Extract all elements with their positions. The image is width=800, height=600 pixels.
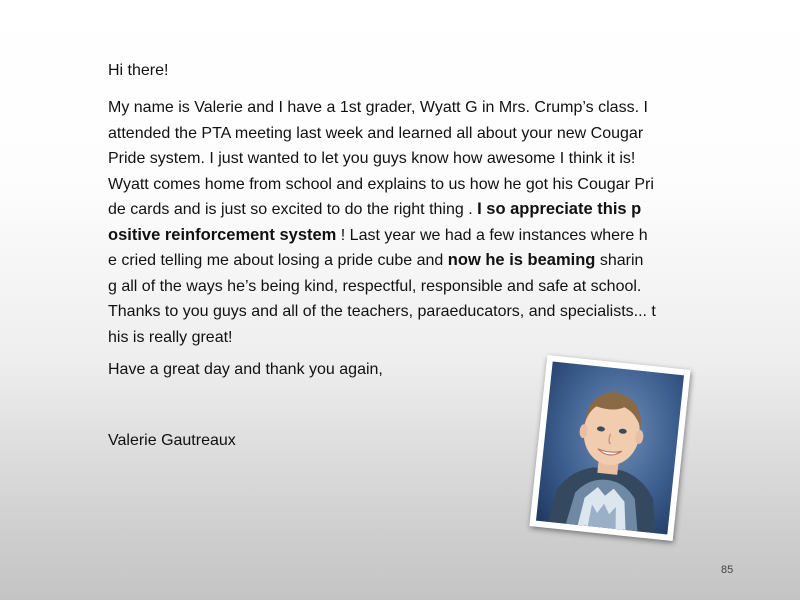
letter-signature: Valerie Gautreaux xyxy=(108,431,236,449)
letter-body-line xyxy=(108,121,693,147)
letter-greeting: Hi there! xyxy=(108,62,169,79)
letter-body-text: e cried telling me about losing a pride cube and xyxy=(108,252,448,269)
letter-body xyxy=(108,95,693,350)
letter-body-text: de cards and is just so excited to do the right thing . xyxy=(108,201,478,218)
letter-body-text: sharin xyxy=(595,252,644,269)
letter-body-text: his is really great! xyxy=(108,328,233,346)
letter-body-line xyxy=(108,95,693,121)
letter-body-line xyxy=(108,223,693,249)
letter-body-line xyxy=(108,274,693,300)
letter-body-text: g all of the ways he’s being kind, respectful, responsible and safe at school. xyxy=(108,277,642,295)
letter-body-text: My name is Valerie and I have a 1st grader, Wyatt G in Mrs. Crump’s class. I xyxy=(108,99,648,116)
letter-body-text: Thanks to you guys and all of the teachers, paraeducators, and specialists... t xyxy=(108,303,656,320)
letter-body-line xyxy=(108,325,693,351)
letter-body-line xyxy=(108,197,693,223)
student-photo-frame xyxy=(529,355,690,541)
letter-body-text: Wyatt comes home from school and explains to us how he got his Cougar Pri xyxy=(108,175,654,193)
student-portrait-image xyxy=(536,362,684,535)
letter-body-line xyxy=(108,248,693,274)
letter-body-text: Pride system. I just wanted to let you guys know how awesome I think it is! xyxy=(108,150,636,167)
letter-emphasis-text: I so appreciate this p xyxy=(477,200,642,218)
letter-body-line xyxy=(108,146,693,172)
letter-closing: Have a great day and thank you again, xyxy=(108,361,383,378)
letter-body-line xyxy=(108,172,693,198)
letter-emphasis-text: ositive reinforcement system xyxy=(108,225,337,244)
letter-body-text: ! Last year we had a few instances where h xyxy=(336,226,648,244)
letter-body-text: attended the PTA meeting last week and learned all about your new Cougar xyxy=(108,124,644,142)
letter-emphasis-text: now he is beaming xyxy=(447,251,596,269)
page-number: 85 xyxy=(721,564,734,576)
student-photo xyxy=(536,362,684,535)
letter-body-line xyxy=(108,299,693,325)
